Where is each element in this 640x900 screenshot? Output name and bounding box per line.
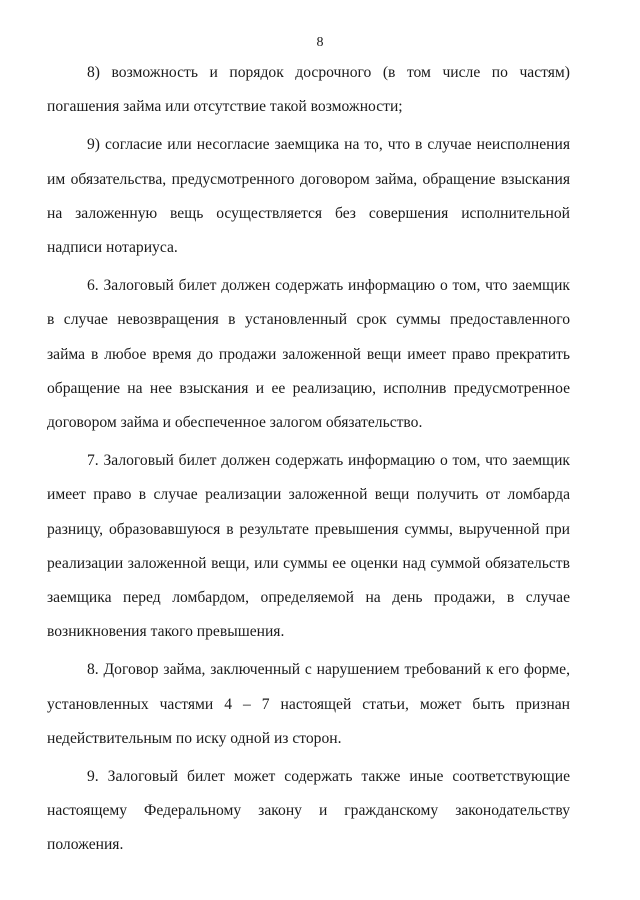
paragraph-item-8: 8) возможность и порядок досрочного (в том числе по частям) погашения займа или отсутствие такой возможности; <box>47 64 570 116</box>
paragraph-part-7: 7. Залоговый билет должен содержать информацию о том, что заемщик имеет право в случае реализации заложенной вещи получить от ломбарда разницу, образовавшуюся в результате превышения суммы, вырученной при реализации заложенной вещи, или суммы ее оценки над суммой обязательств заемщика перед ломбардом, определяемой на день продажи, в случае возникновения такого превышения. <box>47 452 570 641</box>
paragraph-item-9: 9) согласие или несогласие заемщика на то, что в случае неисполнения им обязательства, предусмотренного договором займа, обращение взыскания на заложенную вещь осуществляется без совершения исполнительной надписи нотариуса. <box>47 136 570 257</box>
document-body <box>47 56 570 867</box>
page-number: 8 <box>316 35 324 50</box>
paragraph-part-6: 6. Залоговый билет должен содержать информацию о том, что заемщик в случае невозвращения в установленный срок суммы предоставленного займа в любое время до продажи заложенной вещи имеет право прекратить обращение на нее взыскания и ее реализацию, исполнив предусмотренное договором займа и обеспеченное залогом обязательство. <box>47 277 570 432</box>
paragraph-part-9: 9. Залоговый билет может содержать также иные соответствующие настоящему Федеральному закону и гражданскому законодательству положения. <box>47 768 570 854</box>
paragraph-part-8: 8. Договор займа, заключенный с нарушением требований к его форме, установленных частями 4 – 7 настоящей статьи, может быть признан недействительным по иску одной из сторон. <box>47 661 570 747</box>
